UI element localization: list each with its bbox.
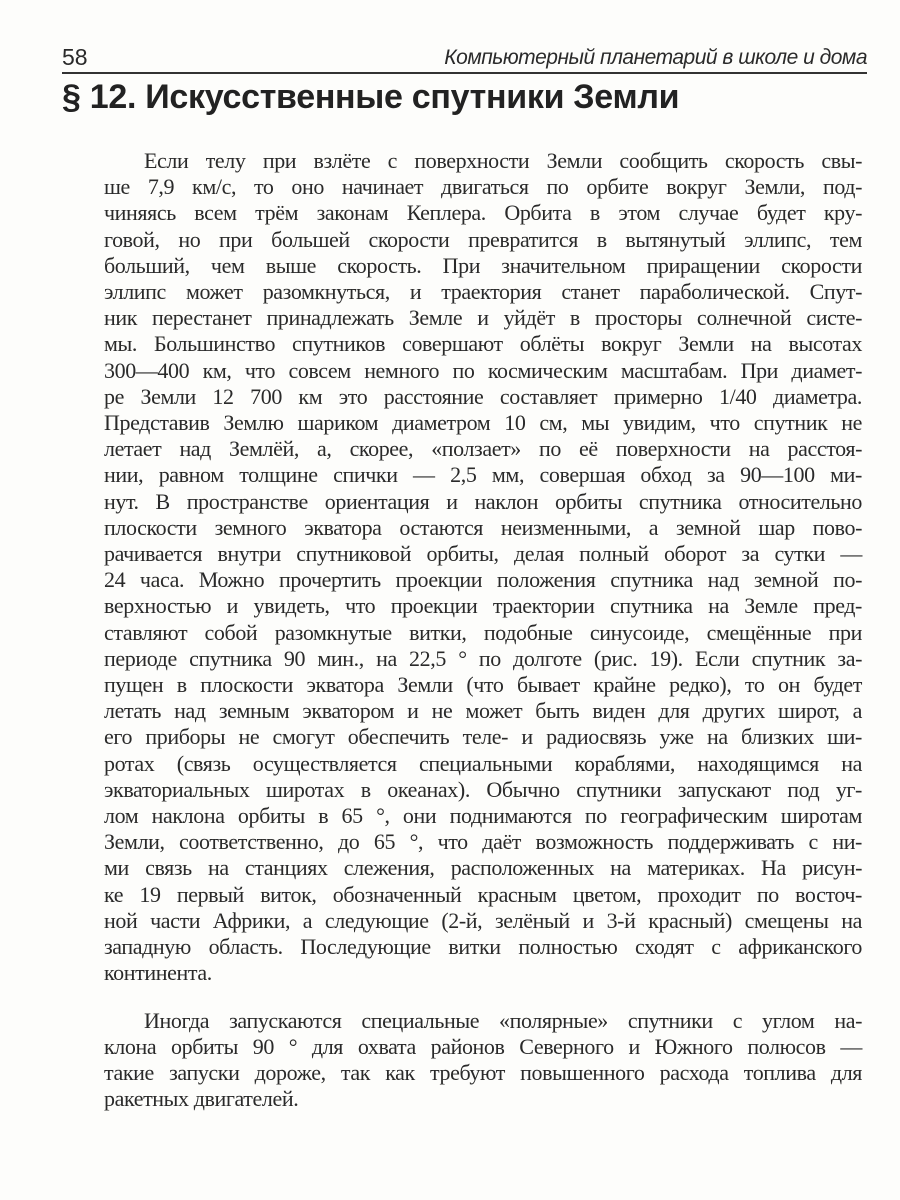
- text-line: Иногда запускаются специальные «полярные» спутники с углом на-: [144, 1007, 862, 1033]
- text-line: верхностью и увидеть, что проекции траектории спутника на Земле пред-: [104, 593, 862, 619]
- paragraph: [104, 148, 862, 987]
- text-line: ной части Африки, а следующие (2-й, зелёный и 3-й красный) смещены на: [104, 907, 862, 933]
- text-line: нут. В пространстве ориентация и наклон орбиты спутника относительно: [104, 488, 862, 514]
- text-line: ракетных двигателей.: [104, 1086, 299, 1112]
- page-header: [62, 42, 867, 74]
- text-line: 24 часа. Можно прочертить проекции положения спутника над земной по-: [104, 567, 862, 593]
- text-line: больший, чем выше скорость. При значительном приращении скорости: [104, 252, 862, 278]
- text-line: плоскости земного экватора остаются неизменными, а земной шар пово-: [104, 514, 862, 540]
- text-line: его приборы не смогут обеспечить теле- и радиосвязь уже на близких ши-: [104, 724, 862, 750]
- text-line: ре Земли 12 700 км это расстояние составляет примерно 1/40 диаметра.: [104, 383, 862, 409]
- text-line: континента.: [104, 960, 212, 986]
- text-line: клона орбиты 90 ° для охвата районов Северного и Южного полюсов —: [104, 1033, 862, 1059]
- text-line: западную область. Последующие витки полностью сходят с африканского: [104, 934, 862, 960]
- text-line: периоде спутника 90 мин., на 22,5 ° по долготе (рис. 19). Если спутник за-: [104, 645, 862, 671]
- text-line: ми связь на станциях слежения, расположенных на материках. На рисун-: [104, 855, 862, 881]
- text-line: 300—400 км, что совсем немного по космическим масштабам. При диамет-: [104, 357, 862, 383]
- text-line: Представив Землю шариком диаметром 10 см, мы увидим, что спутник не: [104, 410, 862, 436]
- text-line: экваториальных широтах в океанах). Обычно спутники запускают под уг-: [104, 776, 862, 802]
- text-line: мы. Большинство спутников совершают облёты вокруг Земли на высотах: [104, 331, 862, 357]
- text-line: ке 19 первый виток, обозначенный красным цветом, проходит по восточ-: [104, 881, 862, 907]
- text-line: рачивается внутри спутниковой орбиты, делая полный оборот за сутки —: [104, 541, 862, 567]
- text-line: ставляют собой разомкнутые витки, подобные синусоиде, смещённые при: [104, 619, 862, 645]
- text-line: Земли, соответственно, до 65 °, что даёт возможность поддерживать с ни-: [104, 829, 862, 855]
- text-line: чиняясь всем трём законам Кеплера. Орбита в этом случае будет кру-: [104, 200, 862, 226]
- paragraph: [104, 1008, 862, 1113]
- text-line: говой, но при большей скорости превратится в вытянутый эллипс, тем: [104, 226, 862, 252]
- text-line: ротах (связь осуществляется специальными кораблями, находящимся на: [104, 750, 862, 776]
- text-line: Если телу при взлёте с поверхности Земли сообщить скорость свы-: [144, 148, 862, 173]
- text-line: нии, равном толщине спички — 2,5 мм, совершая обход за 90—100 ми-: [104, 462, 862, 488]
- section-title: § 12. Искусственные спутники Земли: [62, 78, 680, 116]
- page-number: 58: [62, 44, 88, 70]
- text-line: ше 7,9 км/с, то оно начинает двигаться по орбите вокруг Земли, под-: [104, 174, 862, 200]
- text-line: летает над Землёй, а, скорее, «ползает» по её поверхности на расстоя-: [104, 436, 862, 462]
- text-line: пущен в плоскости экватора Земли (что бывает крайне редко), то он будет: [104, 672, 862, 698]
- text-line: ник перестанет принадлежать Земле и уйдёт в просторы солнечной систе-: [104, 305, 862, 331]
- text-line: лом наклона орбиты в 65 °, они поднимаются по географическим широтам: [104, 803, 862, 829]
- text-line: эллипс может разомкнуться, и траектория станет параболической. Спут-: [104, 279, 862, 305]
- text-line: летать над земным экватором и не может быть виден для других широт, а: [104, 698, 862, 724]
- body-text: [104, 148, 862, 1112]
- running-title: Компьютерный планетарий в школе и дома: [444, 46, 867, 69]
- text-line: такие запуски дороже, так как требуют повышенного расхода топлива для: [104, 1059, 862, 1085]
